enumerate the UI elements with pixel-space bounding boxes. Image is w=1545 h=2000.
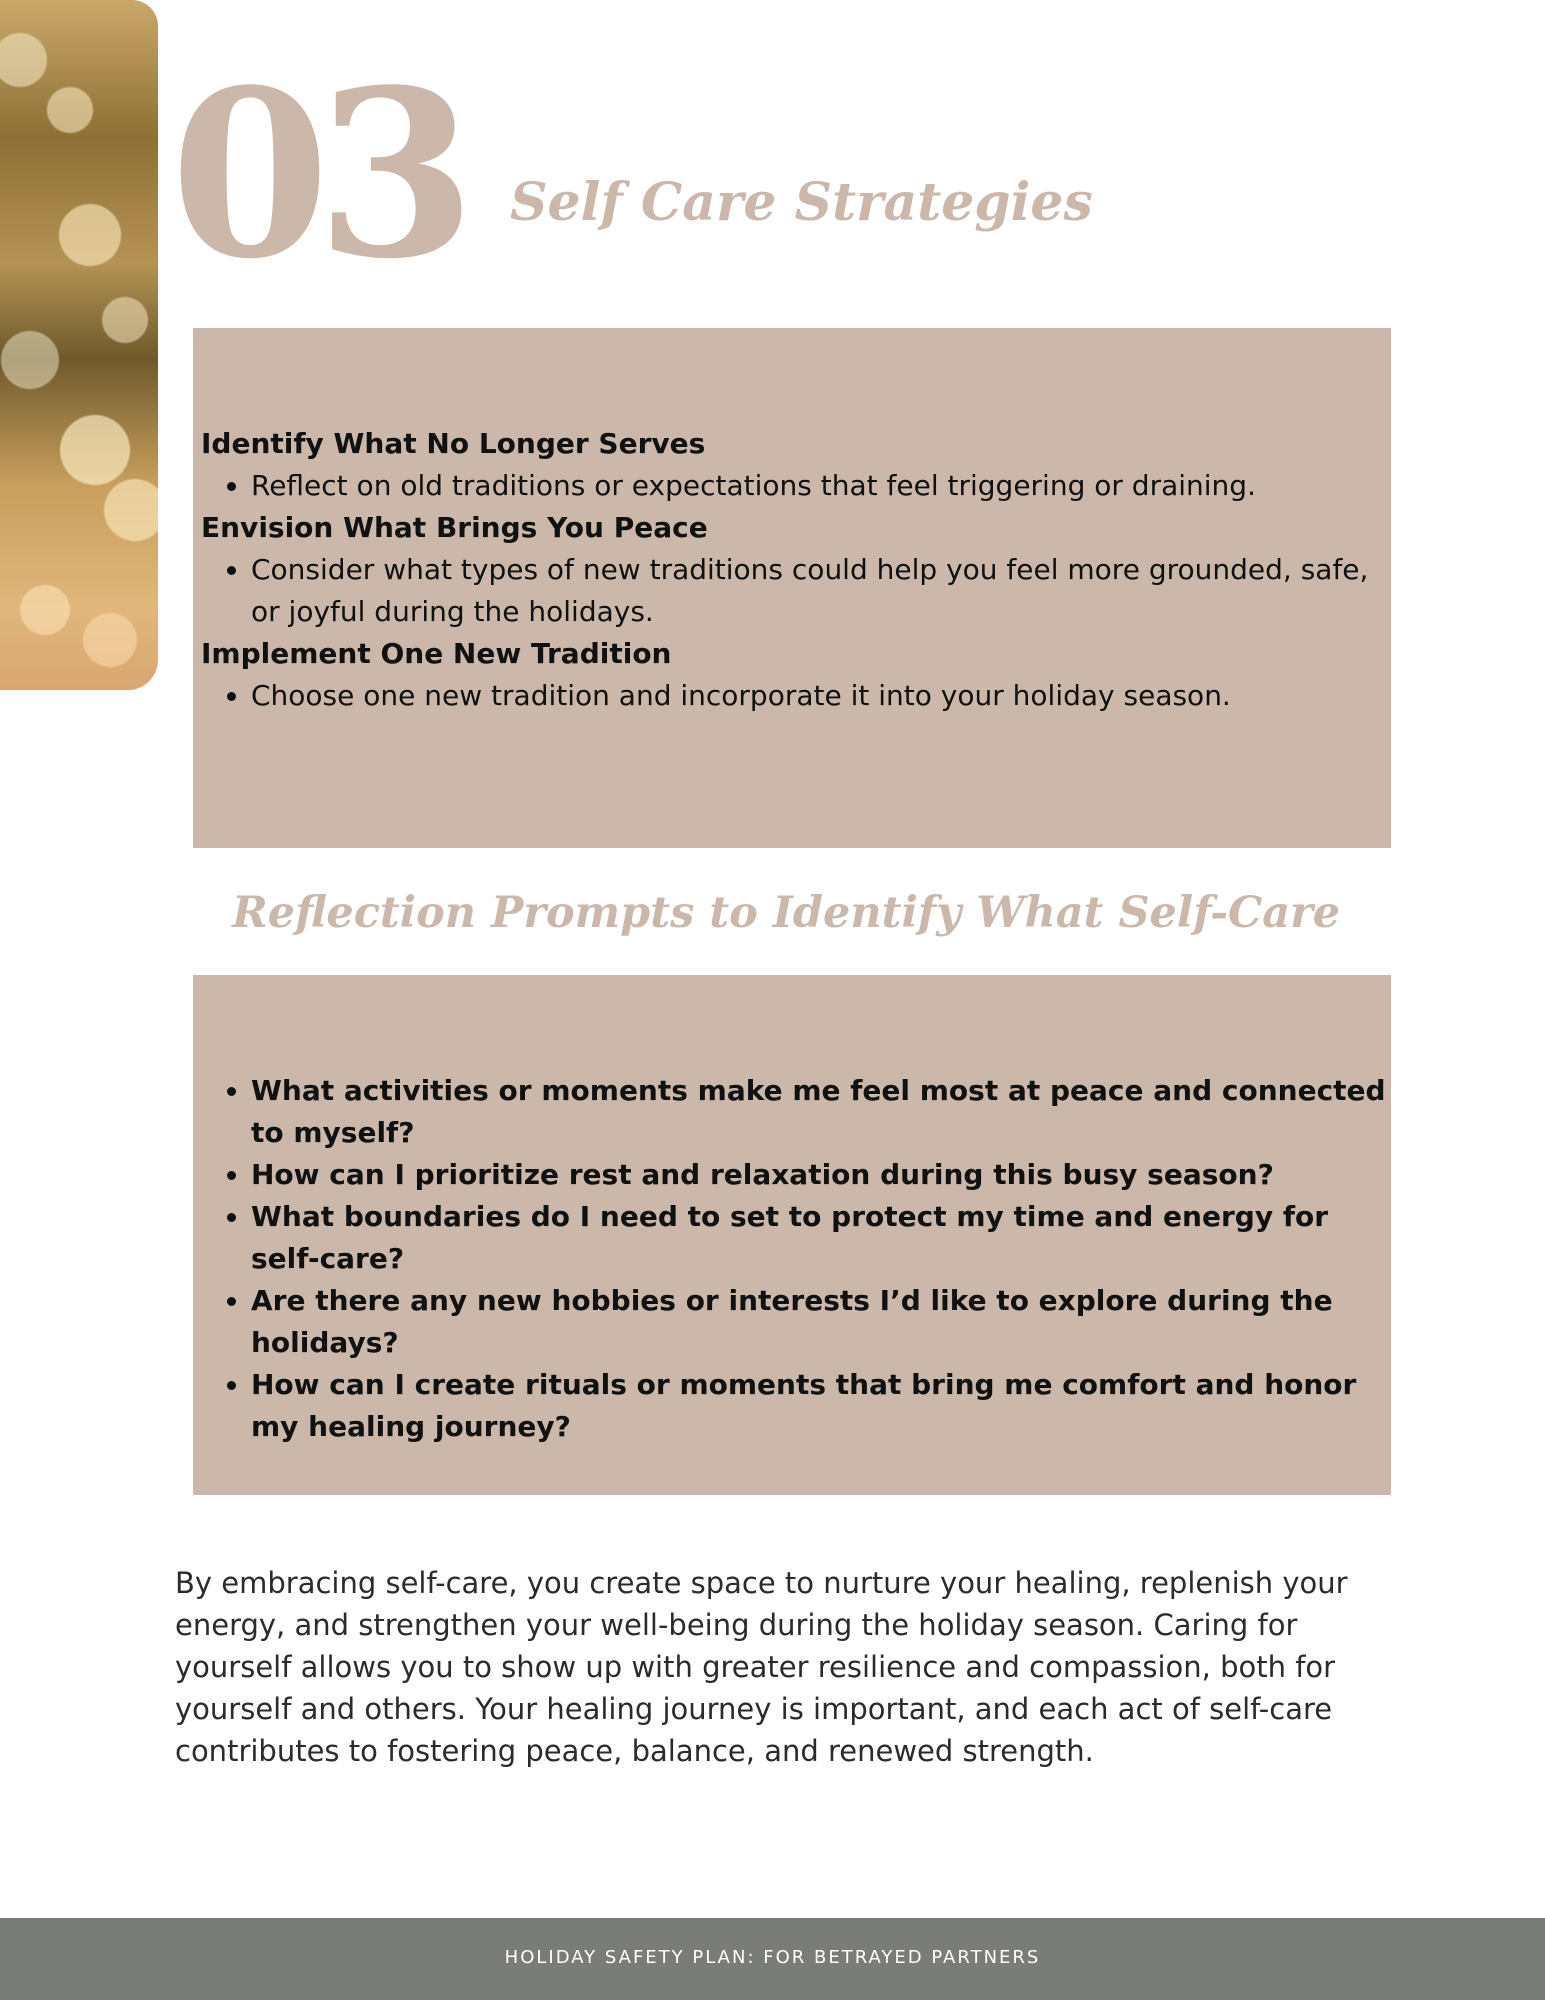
reflection-prompt: • Are there any new hobbies or interests I’d like to explore during the holidays? <box>251 1280 1391 1364</box>
reflection-prompt: • How can I prioritize rest and relaxation during this busy season? <box>251 1154 1391 1196</box>
bokeh-photo <box>0 0 158 690</box>
strategy-bullet: • Consider what types of new traditions could help you feel more grounded, safe, or joyful during the holidays. <box>251 549 1391 633</box>
strategy-heading: Implement One New Tradition <box>201 637 672 670</box>
reflection-prompt-list <box>201 1070 1391 1448</box>
reflection-title: Reflection Prompts to Identify What Self-Care <box>232 888 1341 938</box>
strategy-list <box>201 549 1391 633</box>
reflection-box <box>193 975 1391 1495</box>
section-number: 03 <box>170 40 463 310</box>
strategies-box <box>193 328 1391 848</box>
strategy-list <box>201 675 1391 717</box>
strategy-list <box>201 465 1391 507</box>
footer-text: HOLIDAY SAFETY PLAN: FOR BETRAYED PARTNERS <box>504 1946 1041 1968</box>
reflection-prompt: • What activities or moments make me feel most at peace and connected to myself? <box>251 1070 1391 1154</box>
strategy-bullet: • Reflect on old traditions or expectations that feel triggering or draining. <box>251 465 1391 507</box>
strategy-bullet: • Choose one new tradition and incorporate it into your holiday season. <box>251 675 1391 717</box>
closing-paragraph: By embracing self-care, you create space to nurture your healing, replenish your energy, and strengthen your well-being during the holiday season. Caring for yourself allows you to show up with greater resilience and compassion, both for yourself and others. Your healing journey is important, and each act of self-care contributes to fostering peace, balance, and renewed strength. <box>175 1566 1348 1768</box>
reflection-prompt: • How can I create rituals or moments that bring me comfort and honor my healing journey? <box>251 1364 1391 1448</box>
reflection-prompt: • What boundaries do I need to set to protect my time and energy for self-care? <box>251 1196 1391 1280</box>
strategy-heading: Identify What No Longer Serves <box>201 427 706 460</box>
section-title: Self Care Strategies <box>510 172 1093 233</box>
strategy-heading: Envision What Brings You Peace <box>201 511 708 544</box>
footer-bar <box>0 1918 1545 2000</box>
